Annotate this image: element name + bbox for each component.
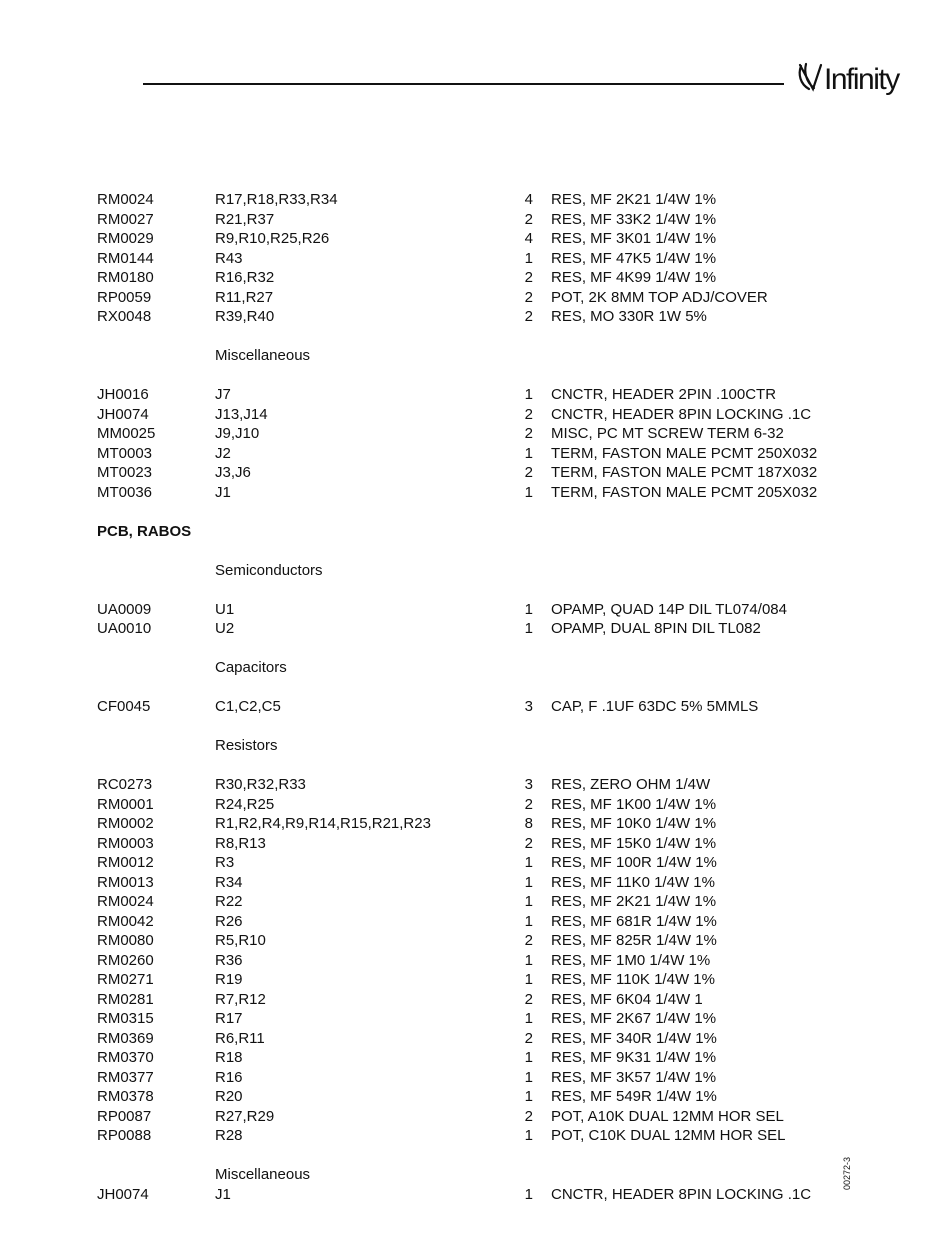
part-row [0, 697, 950, 717]
reference-designators: R39,R40 [215, 308, 275, 325]
part-description: RES, MF 33K2 1/4W 1% [551, 210, 717, 228]
part-number: RM0024 [97, 191, 154, 208]
reference-designators: U1 [215, 600, 235, 618]
part-number: RP0087 [97, 1107, 152, 1125]
reference-designators: R20 [215, 1088, 243, 1105]
reference-designators: R3 [215, 854, 235, 871]
part-number: RM0378 [97, 1088, 154, 1105]
spacer [0, 717, 950, 737]
section-heading-label: Semiconductors [215, 561, 323, 579]
part-row [0, 424, 950, 444]
quantity: 2 [524, 834, 533, 852]
reference-designators: R5,R10 [215, 932, 266, 949]
reference-designators: J2 [215, 444, 231, 462]
part-number: RM0370 [97, 1049, 154, 1066]
part-row [0, 834, 950, 854]
part-row [0, 1009, 950, 1029]
section-heading-label: Capacitors [215, 659, 287, 676]
reference-designators: R34 [215, 873, 243, 891]
spacer [0, 756, 950, 776]
part-description: RES, MF 681R 1/4W 1% [551, 912, 717, 930]
part-number: RM0080 [97, 932, 154, 949]
quantity: 1 [524, 971, 533, 988]
quantity: 2 [524, 210, 533, 228]
part-description: RES, MF 9K31 1/4W 1% [551, 1049, 717, 1066]
reference-designators: C1,C2,C5 [215, 698, 281, 715]
reference-designators: J13,J14 [215, 405, 268, 423]
part-description: RES, MF 3K57 1/4W 1% [551, 1068, 717, 1086]
part-row [0, 931, 950, 951]
quantity: 2 [524, 288, 533, 306]
part-number: JH0016 [97, 386, 149, 403]
part-description: CNCTR, HEADER 2PIN .100CTR [551, 386, 777, 403]
reference-designators: R7,R12 [215, 990, 266, 1008]
quantity: 1 [524, 1010, 533, 1027]
quantity: 1 [524, 912, 533, 930]
part-description: POT, 2K 8MM TOP ADJ/COVER [551, 288, 768, 306]
part-row [0, 405, 950, 425]
part-number: RP0088 [97, 1127, 152, 1144]
reference-designators: R30,R32,R33 [215, 776, 306, 793]
quantity: 4 [524, 191, 533, 208]
part-description: RES, MF 340R 1/4W 1% [551, 1029, 717, 1047]
spacer [0, 1146, 950, 1166]
parts-list [0, 190, 950, 1204]
part-description: RES, MF 110K 1/4W 1% [551, 971, 715, 988]
reference-designators: R1,R2,R4,R9,R14,R15,R21,R23 [215, 815, 431, 832]
quantity: 1 [524, 1088, 533, 1105]
section-heading [0, 736, 950, 756]
reference-designators: R9,R10,R25,R26 [215, 230, 330, 247]
quantity: 1 [524, 483, 533, 501]
part-row [0, 307, 950, 327]
part-number: RM0369 [97, 1029, 154, 1047]
quantity: 1 [524, 386, 533, 403]
part-row [0, 600, 950, 620]
part-description: OPAMP, QUAD 14P DIL TL074/084 [551, 600, 787, 618]
brand-logo-text: Infinity [824, 63, 899, 96]
part-row [0, 873, 950, 893]
part-number: RM0281 [97, 990, 154, 1008]
spacer [0, 580, 950, 600]
reference-designators: R24,R25 [215, 795, 275, 813]
part-description: MISC, PC MT SCREW TERM 6-32 [551, 425, 784, 442]
reference-designators: R8,R13 [215, 834, 266, 852]
part-description: RES, MF 2K67 1/4W 1% [551, 1010, 717, 1027]
part-number: RM0027 [97, 210, 154, 228]
part-row [0, 951, 950, 971]
spacer [0, 678, 950, 698]
reference-designators: J7 [215, 386, 231, 403]
quantity: 1 [524, 249, 533, 267]
part-number: RC0273 [97, 776, 153, 793]
quantity: 1 [524, 1068, 533, 1086]
part-row [0, 795, 950, 815]
part-row [0, 775, 950, 795]
quantity: 2 [524, 1029, 533, 1047]
part-number: UA0009 [97, 600, 152, 618]
spacer [0, 366, 950, 386]
reference-designators: R22 [215, 893, 243, 910]
part-number: UA0010 [97, 620, 152, 637]
part-description: RES, MF 1K00 1/4W 1% [551, 795, 717, 813]
part-description: RES, MF 100R 1/4W 1% [551, 854, 717, 871]
part-row [0, 619, 950, 639]
quantity: 3 [524, 698, 533, 715]
part-description: TERM, FASTON MALE PCMT 250X032 [551, 444, 818, 462]
part-row [0, 444, 950, 464]
reference-designators: J1 [215, 483, 231, 501]
document-number: 00272-3 [842, 1156, 852, 1190]
part-row [0, 1068, 950, 1088]
quantity: 1 [524, 600, 533, 618]
part-row [0, 990, 950, 1010]
part-number: RM0001 [97, 795, 154, 813]
part-description: RES, MF 3K01 1/4W 1% [551, 230, 717, 247]
part-row [0, 1087, 950, 1107]
quantity: 8 [524, 815, 533, 832]
section-heading-label: Miscellaneous [215, 1166, 311, 1183]
brand-logo [797, 58, 927, 96]
quantity: 1 [524, 1185, 533, 1203]
part-description: RES, MF 1M0 1/4W 1% [551, 951, 711, 969]
section-heading [0, 658, 950, 678]
part-description: POT, A10K DUAL 12MM HOR SEL [551, 1107, 784, 1125]
part-description: RES, MF 549R 1/4W 1% [551, 1088, 717, 1105]
part-row [0, 249, 950, 269]
reference-designators: J1 [215, 1185, 231, 1203]
quantity: 2 [524, 1107, 533, 1125]
part-description: RES, ZERO OHM 1/4W [551, 776, 711, 793]
part-number: MT0036 [97, 483, 153, 501]
part-number: JH0074 [97, 1185, 149, 1203]
part-number: RM0013 [97, 873, 154, 891]
reference-designators: R27,R29 [215, 1107, 275, 1125]
quantity: 2 [524, 990, 533, 1008]
reference-designators: R43 [215, 249, 243, 267]
part-description: RES, MF 47K5 1/4W 1% [551, 249, 717, 267]
quantity: 1 [524, 1049, 533, 1066]
quantity: 1 [524, 854, 533, 871]
reference-designators: U2 [215, 620, 235, 637]
section-heading [0, 1165, 950, 1185]
part-row [0, 1048, 950, 1068]
section-heading [0, 561, 950, 581]
part-description: RES, MF 11K0 1/4W 1% [551, 873, 715, 891]
part-number: RM0024 [97, 893, 154, 910]
quantity: 3 [524, 776, 533, 793]
reference-designators: R36 [215, 951, 243, 969]
part-row [0, 912, 950, 932]
part-description: RES, MF 2K21 1/4W 1% [551, 191, 717, 208]
quantity: 1 [524, 873, 533, 891]
part-description: CAP, F .1UF 63DC 5% 5MMLS [551, 698, 759, 715]
part-number: RM0029 [97, 230, 154, 247]
part-row [0, 385, 950, 405]
part-row [0, 814, 950, 834]
part-number: RM0002 [97, 815, 154, 832]
part-number: MM0025 [97, 425, 156, 442]
part-row [0, 853, 950, 873]
part-description: RES, MF 4K99 1/4W 1% [551, 269, 717, 286]
reference-designators: J9,J10 [215, 425, 260, 442]
reference-designators: R21,R37 [215, 210, 275, 228]
part-number: MT0003 [97, 444, 153, 462]
part-number: RM0180 [97, 269, 154, 286]
part-row [0, 1107, 950, 1127]
part-row [0, 190, 950, 210]
part-row [0, 229, 950, 249]
quantity: 2 [524, 308, 533, 325]
part-description: RES, MF 10K0 1/4W 1% [551, 815, 717, 832]
part-number: RM0377 [97, 1068, 154, 1086]
part-row [0, 970, 950, 990]
assembly-heading-label: PCB, RABOS [97, 522, 192, 540]
part-number: RP0059 [97, 288, 152, 306]
part-row [0, 288, 950, 308]
quantity: 1 [524, 444, 533, 462]
part-description: CNCTR, HEADER 8PIN LOCKING .1C [551, 1185, 812, 1203]
reference-designators: R28 [215, 1127, 243, 1144]
quantity: 2 [524, 795, 533, 813]
section-heading-label: Miscellaneous [215, 347, 311, 364]
part-number: RX0048 [97, 308, 152, 325]
part-row [0, 1029, 950, 1049]
spacer [0, 327, 950, 347]
part-row [0, 463, 950, 483]
part-description: TERM, FASTON MALE PCMT 187X032 [551, 464, 818, 481]
spacer [0, 502, 950, 522]
part-number: RM0260 [97, 951, 154, 969]
quantity: 2 [524, 269, 533, 286]
reference-designators: R16,R32 [215, 269, 275, 286]
quantity: 2 [524, 405, 533, 423]
part-row [0, 892, 950, 912]
part-number: CF0045 [97, 698, 151, 715]
quantity: 1 [524, 1127, 533, 1144]
quantity: 2 [524, 464, 533, 481]
part-description: RES, MF 6K04 1/4W 1 [551, 990, 703, 1008]
reference-designators: R6,R11 [215, 1029, 265, 1047]
part-description: RES, MF 15K0 1/4W 1% [551, 834, 717, 852]
quantity: 1 [524, 620, 533, 637]
header-rule [143, 83, 784, 85]
quantity: 1 [524, 951, 533, 969]
quantity: 1 [524, 893, 533, 910]
part-description: OPAMP, DUAL 8PIN DIL TL082 [551, 620, 761, 637]
reference-designators: R17 [215, 1010, 243, 1027]
spacer [0, 541, 950, 561]
part-number: RM0012 [97, 854, 154, 871]
part-number: RM0003 [97, 834, 154, 852]
part-number: RM0271 [97, 971, 154, 988]
part-number: RM0042 [97, 912, 154, 930]
part-description: RES, MO 330R 1W 5% [551, 308, 707, 325]
quantity: 2 [524, 425, 533, 442]
part-row [0, 1126, 950, 1146]
reference-designators: R16 [215, 1068, 243, 1086]
part-description: RES, MF 825R 1/4W 1% [551, 932, 717, 949]
part-row [0, 210, 950, 230]
part-description: TERM, FASTON MALE PCMT 205X032 [551, 483, 818, 501]
part-description: RES, MF 2K21 1/4W 1% [551, 893, 717, 910]
reference-designators: R17,R18,R33,R34 [215, 191, 338, 208]
part-description: CNCTR, HEADER 8PIN LOCKING .1C [551, 405, 812, 423]
part-number: MT0023 [97, 464, 153, 481]
reference-designators: R18 [215, 1049, 243, 1066]
section-heading-label: Resistors [215, 737, 278, 754]
reference-designators: J3,J6 [215, 464, 251, 481]
reference-designators: R26 [215, 912, 243, 930]
assembly-heading [0, 522, 950, 542]
quantity: 2 [524, 932, 533, 949]
reference-designators: R19 [215, 971, 243, 988]
part-row [0, 483, 950, 503]
part-number: JH0074 [97, 405, 149, 423]
part-row [0, 1185, 950, 1205]
part-description: POT, C10K DUAL 12MM HOR SEL [551, 1127, 786, 1144]
part-number: RM0315 [97, 1010, 154, 1027]
quantity: 4 [524, 230, 533, 247]
spacer [0, 639, 950, 659]
section-heading [0, 346, 950, 366]
reference-designators: R11,R27 [215, 288, 274, 306]
part-row [0, 268, 950, 288]
part-number: RM0144 [97, 249, 154, 267]
